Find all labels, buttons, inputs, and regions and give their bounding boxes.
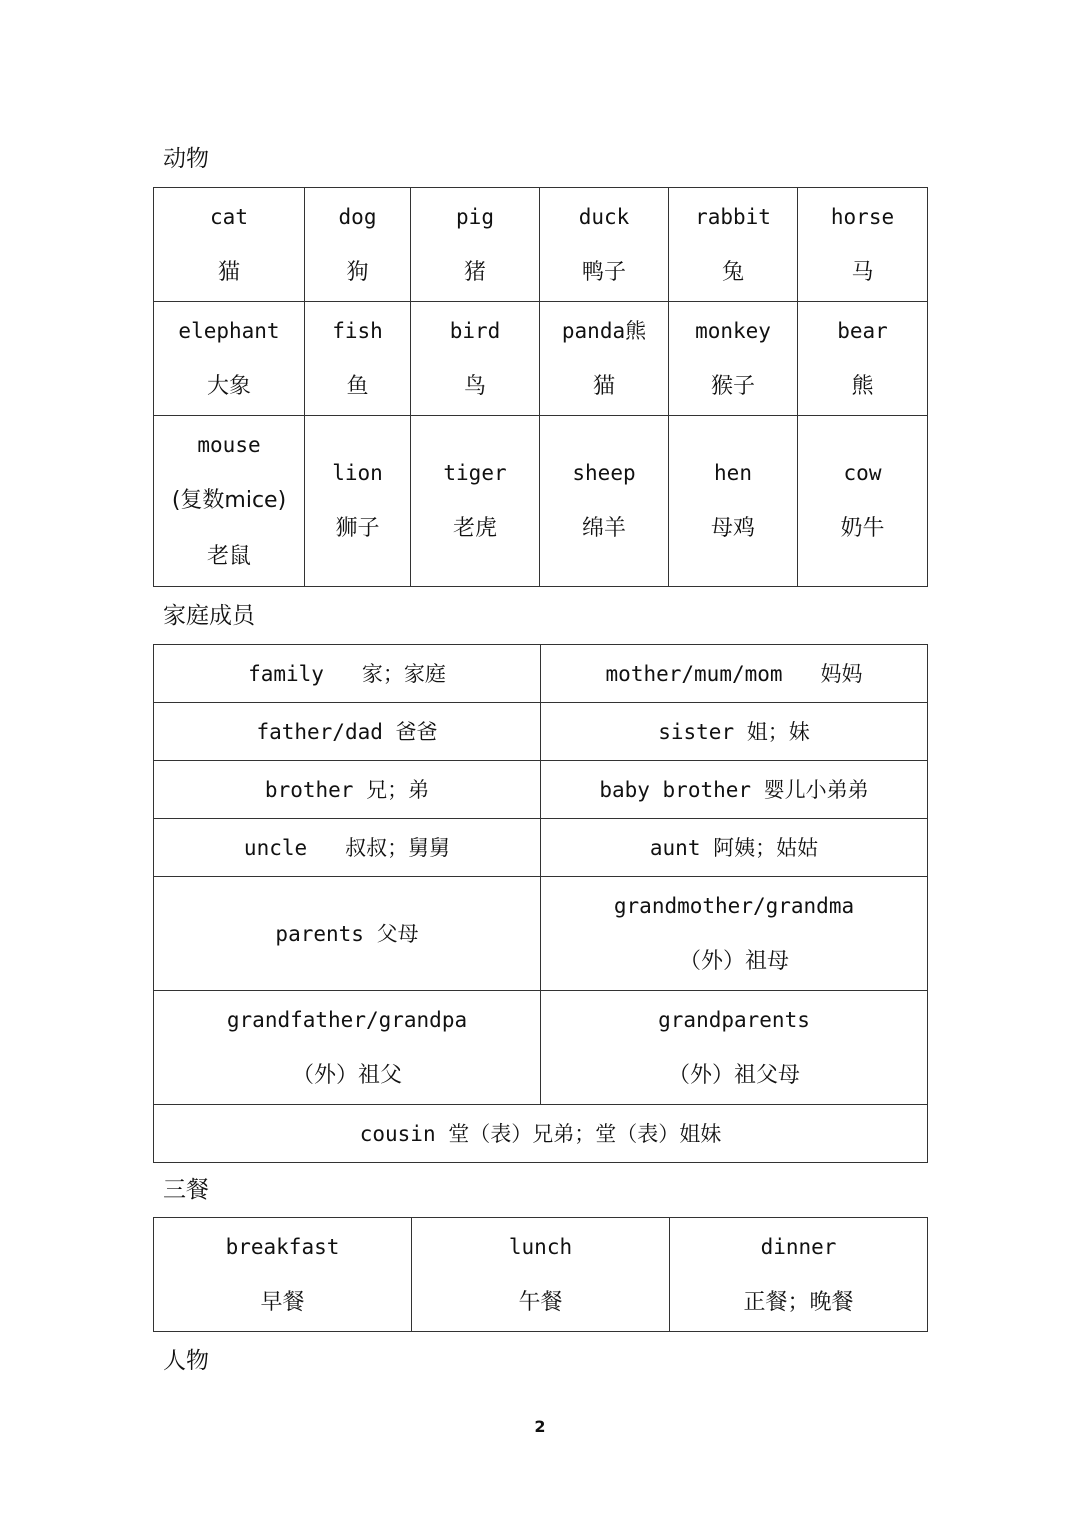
family-cell: baby brother 婴儿小弟弟 xyxy=(541,761,928,819)
word-en: dog xyxy=(338,204,377,229)
meal-cell xyxy=(154,1218,412,1332)
vocab-cell xyxy=(669,188,798,302)
vocab-cell xyxy=(154,188,305,302)
word-cn: 猴子 xyxy=(710,373,755,399)
family-cell: aunt 阿姨；姑姑 xyxy=(541,819,928,877)
word-en: monkey xyxy=(695,318,771,343)
vocab-cell xyxy=(305,302,411,416)
word-cn: 母鸡 xyxy=(710,516,755,541)
meal-cell xyxy=(670,1218,928,1332)
word-cn: 奶牛 xyxy=(840,516,885,541)
vocab-cell xyxy=(798,188,928,302)
table-row xyxy=(154,703,928,761)
word-en: cat xyxy=(210,204,248,229)
table-row xyxy=(154,819,928,877)
family-cell: uncle 叔叔；舅舅 xyxy=(154,819,541,877)
word-en: sheep xyxy=(572,461,636,485)
word-cn: 猫 xyxy=(217,259,240,285)
word-cn: 猪 xyxy=(463,259,486,285)
vocab-cell xyxy=(798,302,928,416)
word-en: horse xyxy=(830,204,895,229)
word-en: bear xyxy=(837,318,888,343)
word-en: grandmother/grandma xyxy=(613,893,855,918)
word-en: duck xyxy=(578,204,630,229)
word-cn: 绵羊 xyxy=(581,516,626,541)
word-cn: 鸟 xyxy=(463,373,486,399)
word-cn: 狗 xyxy=(346,259,369,285)
word-en: grandfather/grandpa xyxy=(226,1007,468,1032)
word-en: hen xyxy=(714,461,752,485)
word-cn: 老鼠 xyxy=(206,544,251,569)
table-row xyxy=(154,645,928,703)
family-cell-grandmother xyxy=(541,877,928,991)
word-en: tiger xyxy=(443,461,507,485)
word-en: lion xyxy=(332,461,383,485)
word-note: (复数mice) xyxy=(171,488,287,513)
word-en: grandparents xyxy=(658,1007,810,1032)
vocab-cell xyxy=(305,416,411,587)
vocab-cell xyxy=(411,188,540,302)
word-cn: 猫 xyxy=(592,373,615,399)
word-cn: 狮子 xyxy=(335,516,380,541)
family-cell: family 家；家庭 xyxy=(154,645,541,703)
vocab-cell xyxy=(540,416,669,587)
meal-cell xyxy=(412,1218,670,1332)
word-cn: 鱼 xyxy=(346,373,369,399)
family-cell: father/dad 爸爸 xyxy=(154,703,541,761)
family-cell-grandfather xyxy=(154,991,541,1105)
word-cn: 熊 xyxy=(851,373,874,399)
vocab-cell xyxy=(154,302,305,416)
section-title-family: 家庭成员 xyxy=(163,603,255,629)
vocab-cell xyxy=(305,188,411,302)
table-row xyxy=(154,877,928,991)
vocab-cell xyxy=(669,416,798,587)
vocab-cell xyxy=(411,302,540,416)
word-en: mouse xyxy=(197,433,261,457)
family-cell-parents: parents 父母 xyxy=(154,877,541,991)
word-cn: 兔 xyxy=(721,259,744,285)
word-cn: 早餐 xyxy=(260,1289,305,1315)
word-cn: 鸭子 xyxy=(581,259,626,285)
word-cn: 正餐；晚餐 xyxy=(743,1289,854,1315)
word-cn: （外）祖母 xyxy=(678,948,789,974)
family-table xyxy=(153,644,928,1163)
word-cn: 大象 xyxy=(206,373,251,399)
vocab-cell xyxy=(154,416,305,587)
section-title-people: 人物 xyxy=(163,1348,209,1374)
word-en: bird xyxy=(449,318,501,343)
family-cell: brother 兄；弟 xyxy=(154,761,541,819)
table-row xyxy=(154,302,928,416)
meals-table xyxy=(153,1217,928,1332)
word-en: pig xyxy=(456,204,494,229)
word-en: fish xyxy=(332,318,383,343)
vocab-cell xyxy=(798,416,928,587)
family-cell-grandparents xyxy=(541,991,928,1105)
word-en: elephant xyxy=(178,318,280,343)
word-en: dinner xyxy=(760,1234,837,1259)
word-cn: （外）祖父 xyxy=(291,1062,402,1088)
page-number: 2 xyxy=(534,1417,546,1436)
word-en: cow xyxy=(843,461,882,485)
word-en: breakfast xyxy=(225,1234,340,1259)
word-en: lunch xyxy=(508,1234,573,1259)
section-title-meals: 三餐 xyxy=(163,1177,209,1203)
vocab-cell xyxy=(540,302,669,416)
family-cell: sister 姐；妹 xyxy=(541,703,928,761)
word-cn: 马 xyxy=(851,259,874,285)
vocab-cell xyxy=(411,416,540,587)
animals-table xyxy=(153,187,928,587)
table-row xyxy=(154,1218,928,1332)
word-en: panda熊 xyxy=(561,318,647,343)
table-row xyxy=(154,1105,928,1163)
table-row xyxy=(154,188,928,302)
family-cell: mother/mum/mom 妈妈 xyxy=(541,645,928,703)
table-row xyxy=(154,761,928,819)
table-row xyxy=(154,416,928,587)
family-cell-cousin: cousin 堂（表）兄弟；堂（表）姐妹 xyxy=(154,1105,928,1163)
section-title-animals: 动物 xyxy=(163,146,209,172)
vocab-cell xyxy=(540,188,669,302)
word-cn: 午餐 xyxy=(518,1289,563,1315)
word-cn: 老虎 xyxy=(452,516,497,541)
table-row xyxy=(154,991,928,1105)
word-en: rabbit xyxy=(695,204,771,229)
vocab-cell xyxy=(669,302,798,416)
word-cn: （外）祖父母 xyxy=(667,1062,800,1088)
